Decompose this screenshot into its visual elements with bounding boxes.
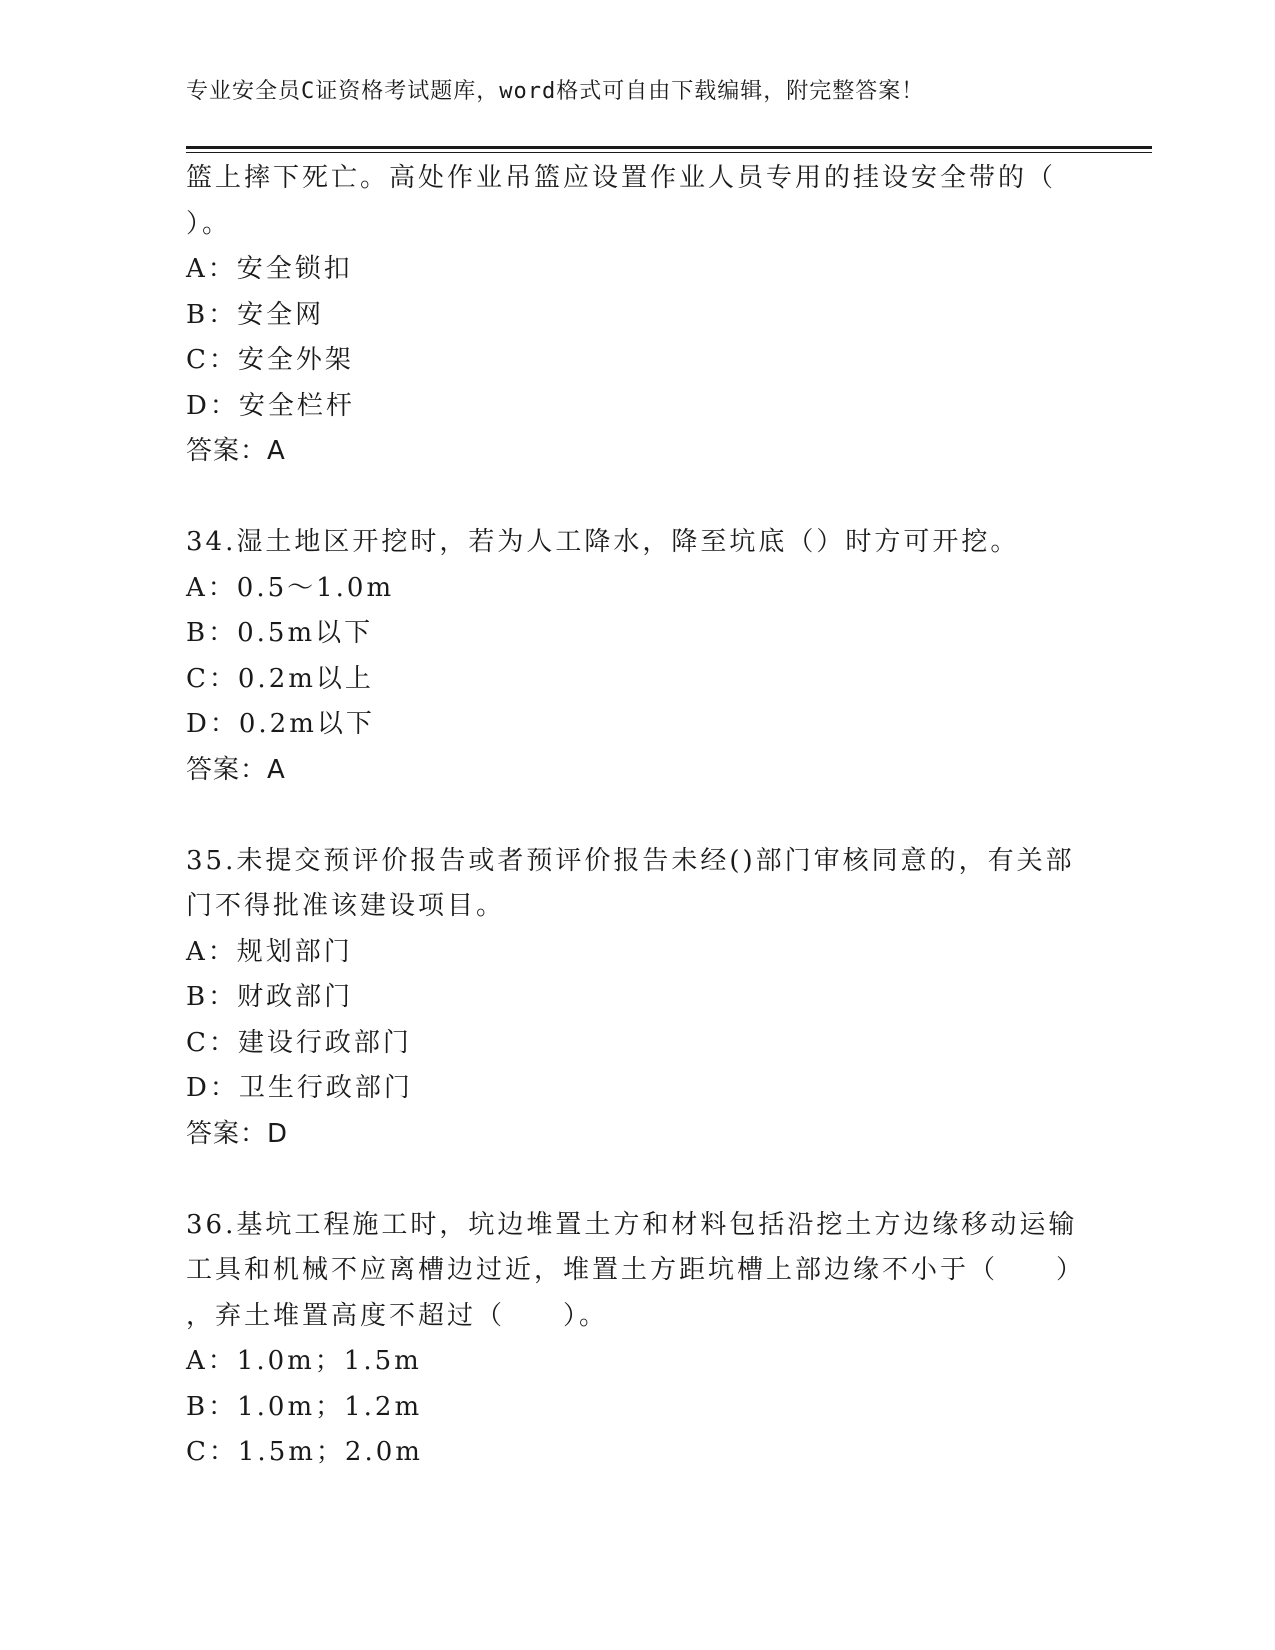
question-stem-line: 门不得批准该建设项目。: [186, 891, 506, 921]
document-body: [186, 156, 1086, 1476]
page-header: 专业安全员C证资格考试题库，word格式可自由下载编辑，附完整答案！: [186, 79, 925, 104]
option-d: D：安全栏杆: [186, 390, 355, 421]
answer-line: 答案：A: [186, 754, 286, 785]
header-rule-thick: [186, 146, 1152, 149]
question-stem-line: 34.湿土地区开挖时，若为人工降水，降至坑底（）时方可开挖。: [186, 527, 1020, 557]
option-c: C：安全外架: [186, 345, 354, 375]
option-a: A：0.5～1.0m: [186, 572, 395, 603]
option-b: B：安全网: [186, 299, 325, 330]
question-stem-line: 35.未提交预评价报告或者预评价报告未经()部门审核同意的，有关部: [186, 845, 1075, 876]
question-stem-line: ）。: [186, 208, 232, 239]
option-c: C：建设行政部门: [186, 1027, 412, 1058]
question-stem-line: 篮上摔下死亡。高处作业吊篮应设置作业人员专用的挂设安全带的（: [186, 163, 1057, 193]
question-gap: [186, 793, 1086, 839]
question-36: [186, 1203, 1086, 1476]
option-c: C：1.5m；2.0m: [186, 1437, 423, 1467]
question-stem-line: 36.基坑工程施工时，坑边堆置土方和材料包括沿挖土方边缘移动运输: [186, 1209, 1078, 1240]
option-b: B：0.5m以下: [186, 618, 374, 648]
question-gap: [186, 1157, 1086, 1203]
option-c: C：0.2m以上: [186, 663, 374, 694]
option-d: D：卫生行政部门: [186, 1073, 413, 1103]
question-stem-line: ，弃土堆置高度不超过（ ）。: [186, 1300, 609, 1331]
option-a: A：规划部门: [186, 936, 353, 967]
header-rule-thin: [186, 152, 1152, 153]
option-d: D：0.2m以下: [186, 709, 375, 739]
answer-line: 答案：D: [186, 1118, 289, 1149]
answer-line: 答案：A: [186, 436, 286, 466]
question-35: [186, 839, 1086, 1158]
question-34: [186, 520, 1086, 793]
option-b: B：财政部门: [186, 982, 354, 1012]
question-33: [186, 156, 1086, 475]
question-gap: [186, 475, 1086, 521]
question-stem-line: 工具和机械不应离槽边过近，堆置土方距坑槽上部边缘不小于（ ）: [186, 1255, 1086, 1285]
option-b: B：1.0m；1.2m: [186, 1391, 423, 1422]
option-a: A：安全锁扣: [186, 254, 353, 284]
option-a: A：1.0m；1.5m: [186, 1346, 422, 1376]
